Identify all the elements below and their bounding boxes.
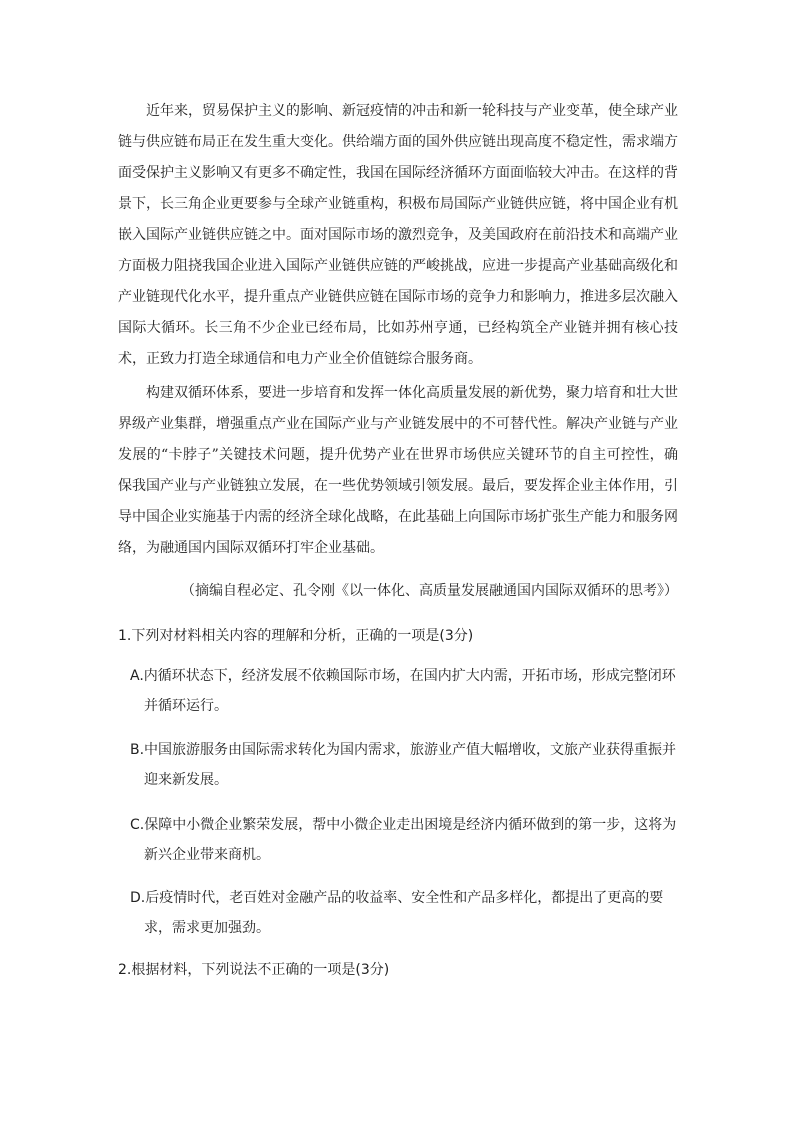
passage-paragraph-1: 近年来，贸易保护主义的影响、新冠疫情的冲击和新一轮科技与产业变革，使全球产业链与供应链布局正在发生重大变化。供给端方面的国外供应链出现高度不稳定性，需求端方面受保护主义影响又有更多不确定性，我国在国际经济循环方面面临较大冲击。在这样的背景下，长三角企业更要参与全球产业链重构，积极布局国际产业链供应链，将中国企业有机嵌入国际产业链供应链之中。面对国际市场的激烈竞争，及美国政府在前沿技术和高端产业方面极力阻挠我国企业进入国际产业链供应链的严峻挑战，应进一步提高产业基础高级化和产业链现代化水平，提升重点产业链供应链在国际市场的竞争力和影响力，推进多层次融入国际大循环。长三角不少企业已经布局，比如苏州亨通，已经构筑全产业链并拥有核心技术，正致力打造全球通信和电力产业全价值链综合服务商。	[118, 103, 678, 367]
question-1-option-a: A.内循环状态下，经济发展不依赖国际市场，在国内扩大内需，开拓市场，形成完整闭环并循环运行。	[130, 668, 676, 714]
question-1-option-b: B.中国旅游服务由国际需求转化为国内需求，旅游业产值大幅增收，文旅产业获得重振并迎来新发展。	[130, 742, 677, 788]
question-1-option-c: C.保障中小微企业繁荣发展，帮中小微企业走出困境是经济内循环做到的第一步，这将为新兴企业带来商机。	[130, 817, 677, 863]
question-1-stem: 1.下列对材料相关内容的理解和分析，正确的一项是(3分)	[118, 628, 474, 644]
passage-paragraph-2: 构建双循环体系，要进一步培育和发挥一体化高质量发展的新优势，聚力培育和壮大世界级产业集群，增强重点产业在国际产业与产业链发展中的不可替代性。解决产业链与产业发展的“卡脖子”关键技术问题，提升优势产业在世界市场供应关键环节的自主可控性，确保我国产业与产业链独立发展，在一些优势领域引领发展。最后，要发挥企业主体作用，引导中国企业实施基于内需的经济全球化战略，在此基础上向国际市场扩张生产能力和服务网络，为融通国内国际双循环打牢企业基础。	[118, 385, 678, 556]
question-2-stem: 2.根据材料，下列说法不正确的一项是(3分)	[118, 962, 390, 978]
passage-source: （摘编自程必定、孔令刚《以一体化、高质量发展融通国内国际双循环的思考》）	[181, 583, 678, 599]
question-1-option-d: D.后疫情时代，老百姓对金融产品的收益率、安全性和产品多样化，都提出了更高的要求，需求更加强劲。	[130, 890, 664, 936]
